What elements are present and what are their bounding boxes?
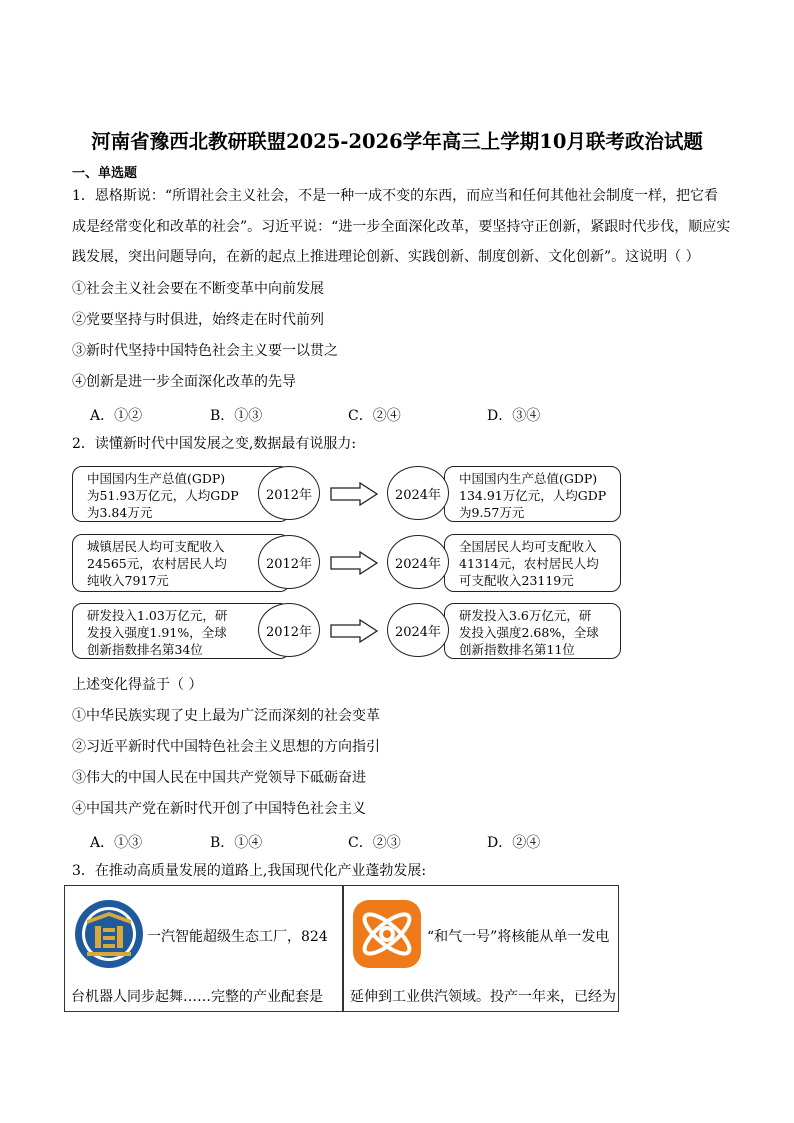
box-line: 中国国内生产总值(GDP) — [459, 471, 598, 486]
box-line: 创新指数排名第11位 — [459, 642, 575, 657]
right-arrow-icon — [330, 482, 378, 506]
q3-right-line-1: “和气一号”将核能从单一发电 — [427, 929, 610, 945]
q2-option-d[interactable]: D．②④ — [487, 835, 541, 851]
faw-logo-icon — [73, 898, 145, 970]
box-line: 为3.84万元 — [87, 505, 153, 520]
box-line: 全国居民人均可支配收入 — [459, 539, 597, 554]
q2-option-a[interactable]: A．①③ — [90, 835, 143, 851]
box-line: 发投入强度2.68%，全球 — [459, 625, 599, 640]
q2-row1-right-box — [444, 466, 621, 522]
q1-option-d[interactable]: D．③④ — [487, 408, 541, 424]
q1-option-b[interactable]: B．①③ — [210, 408, 263, 424]
q3-stem: 3．在推动高质量发展的道路上,我国现代化产业蓬勃发展: — [72, 863, 427, 879]
q3-material-table — [64, 885, 619, 1012]
box-line: 纯收入7917元 — [87, 573, 169, 588]
box-line: 中国国内生产总值(GDP) — [87, 471, 226, 486]
q3-left-line-2: 台机器人同步起舞……完整的产业配套是 — [71, 989, 323, 1005]
right-arrow-icon — [330, 551, 378, 575]
table-divider — [342, 886, 344, 1011]
q2-item-2: ②习近平新时代中国特色社会主义思想的方向指引 — [72, 739, 380, 755]
section-heading: 一、单选题 — [72, 166, 138, 181]
q1-item-3: ③新时代坚持中国特色社会主义要一以贯之 — [72, 343, 338, 359]
q2-row3-year-right: 2024年 — [387, 603, 449, 657]
q1-stem-line-1: 1．恩格斯说：“所谓社会主义社会，不是一种一成不变的东西，而应当和任何其他社会制度一样，把它看 — [72, 188, 719, 204]
q1-item-1: ①社会主义社会要在不断变革中向前发展 — [72, 281, 324, 297]
q2-row2-right-box — [444, 534, 621, 592]
box-line: 城镇居民人均可支配收入 — [87, 539, 225, 554]
q2-option-b[interactable]: B．①④ — [210, 835, 263, 851]
q3-left-line-1: 一汽智能超级生态工厂，824 — [147, 929, 328, 945]
q2-option-c[interactable]: C．②③ — [348, 835, 401, 851]
box-line: 创新指数排名第34位 — [87, 642, 203, 657]
box-line: 发投入强度1.91%，全球 — [87, 625, 227, 640]
q2-row1-year-right: 2024年 — [387, 466, 449, 520]
q2-stem: 2．读懂新时代中国发展之变,数据最有说服力: — [72, 436, 357, 452]
q1-option-a[interactable]: A．①② — [90, 408, 143, 424]
q1-stem-line-2: 成是经常变化和改革的社会”。习近平说：“进一步全面深化改革，要坚持守正创新，紧跟时代步伐，顺应实 — [72, 219, 731, 235]
page-title: 河南省豫西北教研联盟2025-2026学年高三上学期10月联考政治试题 — [91, 130, 703, 153]
q1-item-4: ④创新是进一步全面深化改革的先导 — [72, 374, 296, 390]
q2-item-1: ①中华民族实现了史上最为广泛而深刻的社会变革 — [72, 708, 380, 724]
q2-row3-right-box — [444, 603, 621, 659]
q2-ask: 上述变化得益于（ ） — [72, 677, 203, 693]
box-line: 研发投入1.03万亿元，研 — [87, 608, 228, 623]
box-line: 可支配收入23119元 — [459, 573, 574, 588]
box-line: 134.91万亿元，人均GDP — [459, 488, 607, 503]
box-line: 为51.93万亿元，人均GDP — [87, 488, 239, 503]
q2-item-4: ④中国共产党在新时代开创了中国特色社会主义 — [72, 801, 366, 817]
q2-row2-year-right: 2024年 — [387, 535, 449, 589]
q2-row3-year-left: 2012年 — [258, 603, 320, 657]
box-line: 研发投入3.6万亿元，研 — [459, 608, 592, 623]
q1-option-c[interactable]: C．②④ — [348, 408, 401, 424]
q2-row1-year-left: 2012年 — [258, 466, 320, 520]
box-line: 24565元，农村居民人均 — [87, 556, 227, 571]
q3-right-line-2: 延伸到工业供汽领域。投产一年来，已经为 — [350, 989, 616, 1005]
q1-stem-line-3: 践发展，突出问题导向，在新的起点上推进理论创新、实践创新、制度创新、文化创新”。这说明（ ） — [72, 249, 700, 265]
q1-item-2: ②党要坚持与时俱进，始终走在时代前列 — [72, 312, 324, 328]
q2-row2-year-left: 2012年 — [258, 535, 320, 589]
box-line: 为9.57万元 — [459, 505, 525, 520]
box-line: 41314元，农村居民人均 — [459, 556, 599, 571]
q2-item-3: ③伟大的中国人民在中国共产党领导下砥砺奋进 — [72, 770, 366, 786]
nuclear-atom-logo-icon — [351, 898, 423, 970]
right-arrow-icon — [330, 619, 378, 643]
